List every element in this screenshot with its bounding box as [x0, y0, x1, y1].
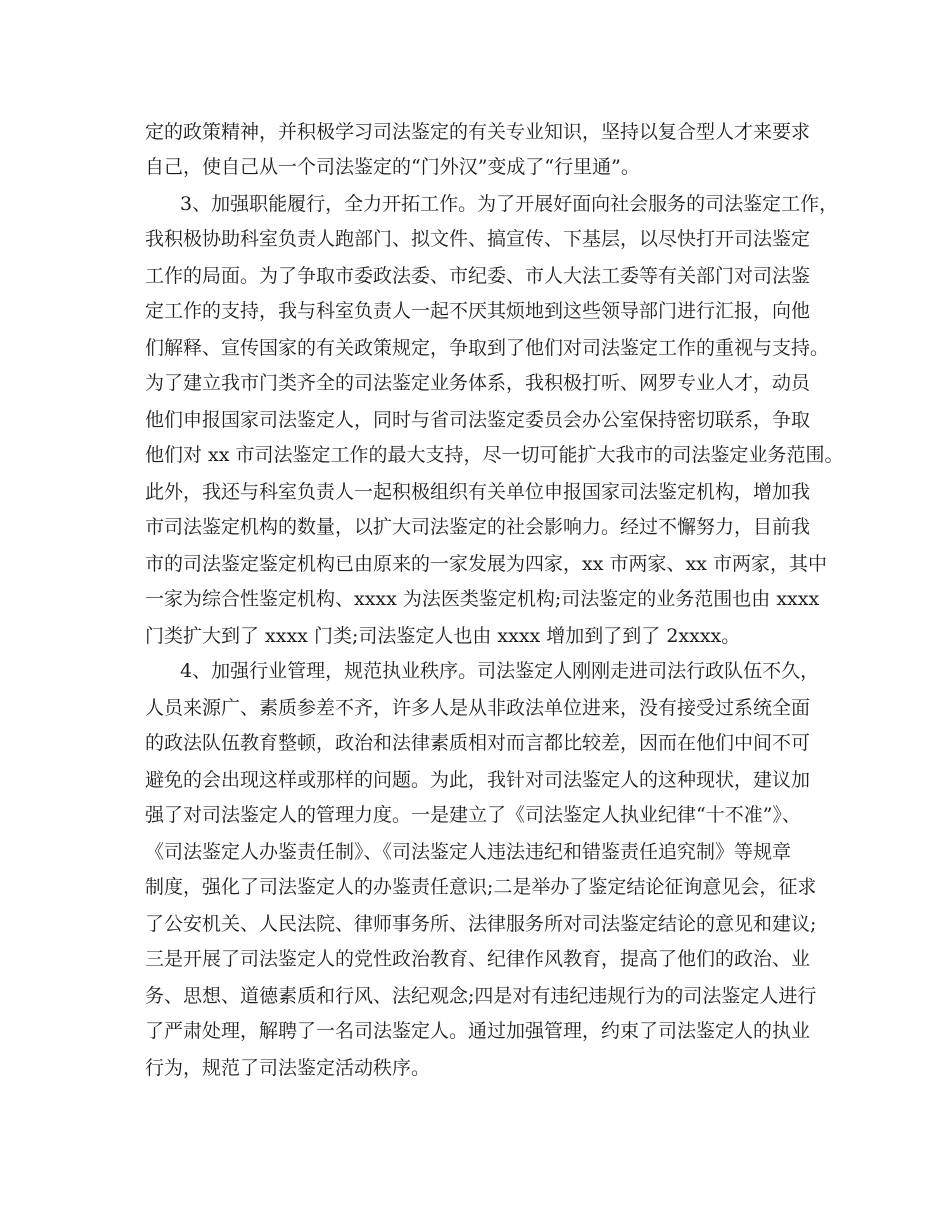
text-line: 定的政策精神，并积极学习司法鉴定的有关专业知识，坚持以复合型人才来要求 [145, 121, 811, 143]
text-line: 行为，规范了司法鉴定活动秩序。 [145, 1057, 431, 1079]
text-line: 一家为综合性鉴定机构、xxxx 为法医类鉴定机构;司法鉴定的业务范围也由 xxxx [145, 588, 820, 610]
text-line: 人员来源广、素质参差不齐，许多人是从非政法单位进来，没有接受过系统全面 [145, 697, 811, 719]
text-line: 们解释、宣传国家的有关政策规定，争取到了他们对司法鉴定工作的重视与支持。 [145, 337, 830, 359]
text-line: 强了对司法鉴定人的管理力度。一是建立了《司法鉴定人执业纪律“十不准”》、 [145, 804, 801, 826]
text-line: 避免的会出现这样或那样的问题。为此，我针对司法鉴定人的这种现状，建议加 [145, 769, 811, 791]
text-line: 《司法鉴定人办鉴责任制》、《司法鉴定人违法违纪和错鉴责任追究制》等规章 [145, 841, 792, 863]
text-line: 他们对 xx 市司法鉴定工作的最大支持，尽一切可能扩大我市的司法鉴定业务范围。 [145, 444, 844, 466]
text-line: 工作的局面。为了争取市委政法委、市纪委、市人大法工委等有关部门对司法鉴 [145, 265, 811, 287]
text-line: 他们申报国家司法鉴定人，同时与省司法鉴定委员会办公室保持密切联系，争取 [145, 409, 811, 431]
text-line: 市的司法鉴定鉴定机构已由原来的一家发展为四家，xx 市两家、xx 市两家，其中 [145, 553, 827, 575]
text-line: 门类扩大到了 xxxx 门类;司法鉴定人也由 xxxx 增加到了到了 2xxxx。 [145, 625, 741, 647]
text-line: 自己，使自己从一个司法鉴定的“门外汉”变成了“行里通”。 [145, 156, 640, 178]
text-line: 3、加强职能履行，全力开拓工作。为了开展好面向社会服务的司法鉴定工作， [180, 193, 839, 215]
text-line: 定工作的支持，我与科室负责人一起不厌其烦地到这些领导部门进行汇报，向他 [145, 300, 811, 322]
text-line: 我积极协助科室负责人跑部门、拟文件、搞宣传、下基层，以尽快打开司法鉴定 [145, 228, 811, 250]
text-line: 了公安机关、人民法院、律师事务所、法律服务所对司法鉴定结论的意见和建议; [145, 913, 817, 935]
text-line: 此外，我还与科室负责人一起积极组织有关单位申报国家司法鉴定机构，增加我 [145, 481, 811, 503]
text-line: 了严肃处理，解聘了一名司法鉴定人。通过加强管理，约束了司法鉴定人的执业 [145, 1020, 811, 1042]
text-line: 务、思想、道德素质和行风、法纪观念;四是对有违纪违规行为的司法鉴定人进行 [145, 985, 817, 1007]
text-line: 制度，强化了司法鉴定人的办鉴责任意识;二是举办了鉴定结论征询意见会，征求 [145, 876, 817, 898]
text-line: 市司法鉴定机构的数量，以扩大司法鉴定的社会影响力。经过不懈努力，目前我 [145, 516, 811, 538]
text-line: 三是开展了司法鉴定人的党性政治教育、纪律作风教育，提高了他们的政治、业 [145, 948, 811, 970]
text-line: 为了建立我市门类齐全的司法鉴定业务体系，我积极打听、网罗专业人才，动员 [145, 372, 811, 394]
text-line: 的政法队伍教育整顿，政治和法律素质相对而言都比较差，因而在他们中间不可 [145, 732, 811, 754]
text-line: 4、加强行业管理，规范执业秩序。司法鉴定人刚刚走进司法行政队伍不久， [180, 660, 820, 682]
